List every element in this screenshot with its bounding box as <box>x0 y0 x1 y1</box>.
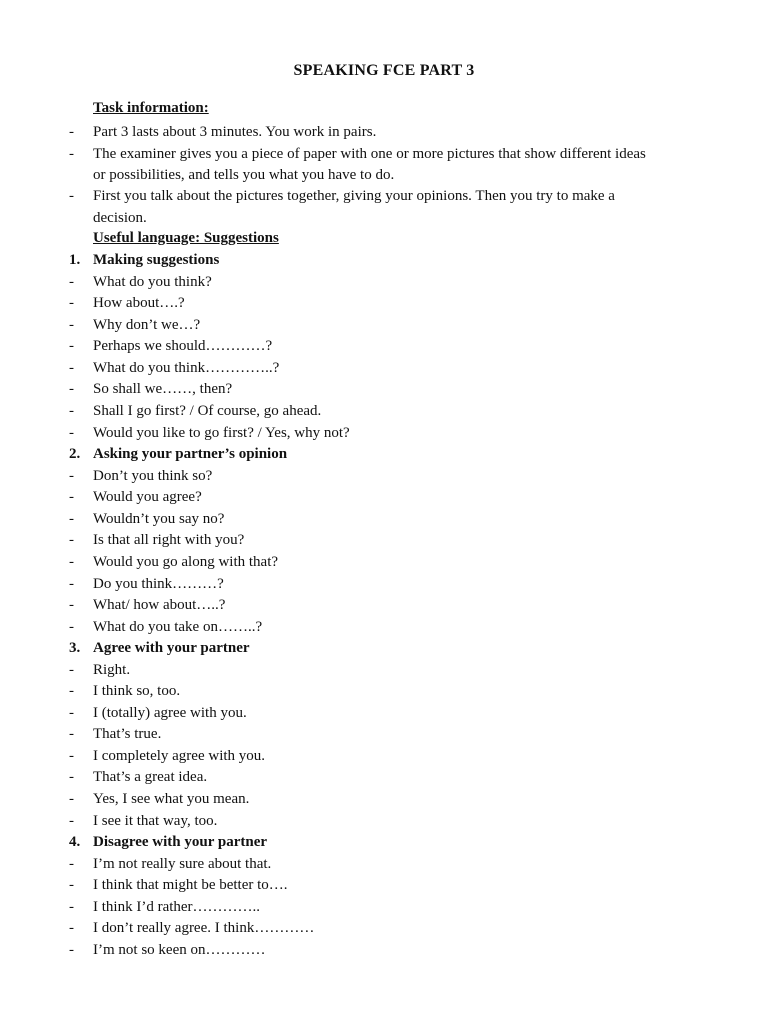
section-heading-disagree <box>0 832 768 853</box>
task-item <box>0 122 768 143</box>
task-item-continuation: decision. <box>93 210 147 226</box>
bullet-dash: - <box>69 554 74 570</box>
list-item <box>0 897 768 918</box>
bullet-dash: - <box>69 748 74 764</box>
task-item <box>0 186 768 207</box>
list-item-text: I think that might be better to…. <box>93 877 288 893</box>
bullet-dash: - <box>69 381 74 397</box>
bullet-dash: - <box>69 769 74 785</box>
bullet-dash: - <box>69 942 74 958</box>
list-item <box>0 681 768 702</box>
list-item <box>0 423 768 444</box>
list-item-text: How about….? <box>93 295 185 311</box>
list-item <box>0 724 768 745</box>
section-heading-making-suggestions <box>0 250 768 271</box>
list-item <box>0 272 768 293</box>
list-item-text: What do you think? <box>93 274 212 290</box>
useful-language-heading: Useful language: Suggestions <box>93 230 279 246</box>
list-item <box>0 358 768 379</box>
list-item-text: Would you agree? <box>93 489 202 505</box>
bullet-dash: - <box>69 576 74 592</box>
page-title: SPEAKING FCE PART 3 <box>293 62 475 79</box>
list-item-text: What do you think…………..? <box>93 360 280 376</box>
bullet-dash: - <box>69 295 74 311</box>
bullet-dash: - <box>69 274 74 290</box>
bullet-dash: - <box>69 920 74 936</box>
list-item <box>0 703 768 724</box>
list-item <box>0 466 768 487</box>
list-item-text: Yes, I see what you mean. <box>93 791 250 807</box>
list-item-text: I think so, too. <box>93 683 181 699</box>
section-title: Asking your partner’s opinion <box>93 446 288 462</box>
bullet-dash: - <box>69 188 74 204</box>
list-item <box>0 574 768 595</box>
list-item-text: I’m not so keen on………… <box>93 942 266 958</box>
list-item-text: So shall we……, then? <box>93 381 233 397</box>
list-item-text: What do you take on……..? <box>93 619 263 635</box>
list-item-text: Don’t you think so? <box>93 468 213 484</box>
list-item <box>0 854 768 875</box>
list-item-text: I (totally) agree with you. <box>93 705 247 721</box>
list-item <box>0 789 768 810</box>
list-item <box>0 811 768 832</box>
list-item <box>0 315 768 336</box>
list-item-text: Wouldn’t you say no? <box>93 511 225 527</box>
bullet-dash: - <box>69 877 74 893</box>
list-item <box>0 401 768 422</box>
list-item <box>0 552 768 573</box>
list-item-text: I’m not really sure about that. <box>93 856 272 872</box>
section-number: 3. <box>69 640 81 656</box>
list-item <box>0 746 768 767</box>
list-item <box>0 595 768 616</box>
bullet-dash: - <box>69 532 74 548</box>
list-item <box>0 336 768 357</box>
bullet-dash: - <box>69 146 74 162</box>
bullet-dash: - <box>69 791 74 807</box>
section-title: Making suggestions <box>93 252 220 268</box>
bullet-dash: - <box>69 662 74 678</box>
task-item-text: The examiner gives you a piece of paper with one or more pictures that show different ideas <box>93 146 646 162</box>
bullet-dash: - <box>69 899 74 915</box>
list-item-text: Is that all right with you? <box>93 532 245 548</box>
list-item-text: Shall I go first? / Of course, go ahead. <box>93 403 322 419</box>
bullet-dash: - <box>69 619 74 635</box>
section-heading-asking-opinion <box>0 444 768 465</box>
bullet-dash: - <box>69 511 74 527</box>
task-item-text: First you talk about the pictures together, giving your opinions. Then you try to make a <box>93 188 615 204</box>
list-item <box>0 940 768 961</box>
list-item-text: Perhaps we should…………? <box>93 338 273 354</box>
section-title: Agree with your partner <box>93 640 250 656</box>
section-number: 2. <box>69 446 81 462</box>
list-item <box>0 767 768 788</box>
bullet-dash: - <box>69 856 74 872</box>
list-item-text: Right. <box>93 662 131 678</box>
list-item-text: Do you think………? <box>93 576 224 592</box>
list-item-text: That’s a great idea. <box>93 769 208 785</box>
list-item <box>0 660 768 681</box>
list-item <box>0 875 768 896</box>
list-item <box>0 509 768 530</box>
list-item-text: I think I’d rather………….. <box>93 899 261 915</box>
list-item-text: Why don’t we…? <box>93 317 201 333</box>
task-information-heading: Task information: <box>93 100 209 116</box>
list-item <box>0 918 768 939</box>
task-item <box>0 144 768 165</box>
bullet-dash: - <box>69 683 74 699</box>
bullet-dash: - <box>69 726 74 742</box>
list-item <box>0 293 768 314</box>
section-number: 4. <box>69 834 81 850</box>
list-item <box>0 487 768 508</box>
bullet-dash: - <box>69 124 74 140</box>
list-item <box>0 530 768 551</box>
bullet-dash: - <box>69 338 74 354</box>
bullet-dash: - <box>69 360 74 376</box>
list-item <box>0 617 768 638</box>
bullet-dash: - <box>69 705 74 721</box>
section-number: 1. <box>69 252 81 268</box>
section-heading-agree <box>0 638 768 659</box>
bullet-dash: - <box>69 468 74 484</box>
bullet-dash: - <box>69 425 74 441</box>
list-item <box>0 379 768 400</box>
list-item-text: I completely agree with you. <box>93 748 266 764</box>
list-item-text: That’s true. <box>93 726 162 742</box>
bullet-dash: - <box>69 317 74 333</box>
list-item-text: I don’t really agree. I think………… <box>93 920 315 936</box>
list-item-text: Would you go along with that? <box>93 554 279 570</box>
bullet-dash: - <box>69 403 74 419</box>
list-item-text: I see it that way, too. <box>93 813 218 829</box>
list-item-text: What/ how about…..? <box>93 597 226 613</box>
bullet-dash: - <box>69 597 74 613</box>
section-title: Disagree with your partner <box>93 834 268 850</box>
list-item-text: Would you like to go first? / Yes, why not? <box>93 425 350 441</box>
bullet-dash: - <box>69 489 74 505</box>
task-item-continuation: or possibilities, and tells you what you have to do. <box>93 167 395 183</box>
task-item-text: Part 3 lasts about 3 minutes. You work in pairs. <box>93 124 377 140</box>
bullet-dash: - <box>69 813 74 829</box>
